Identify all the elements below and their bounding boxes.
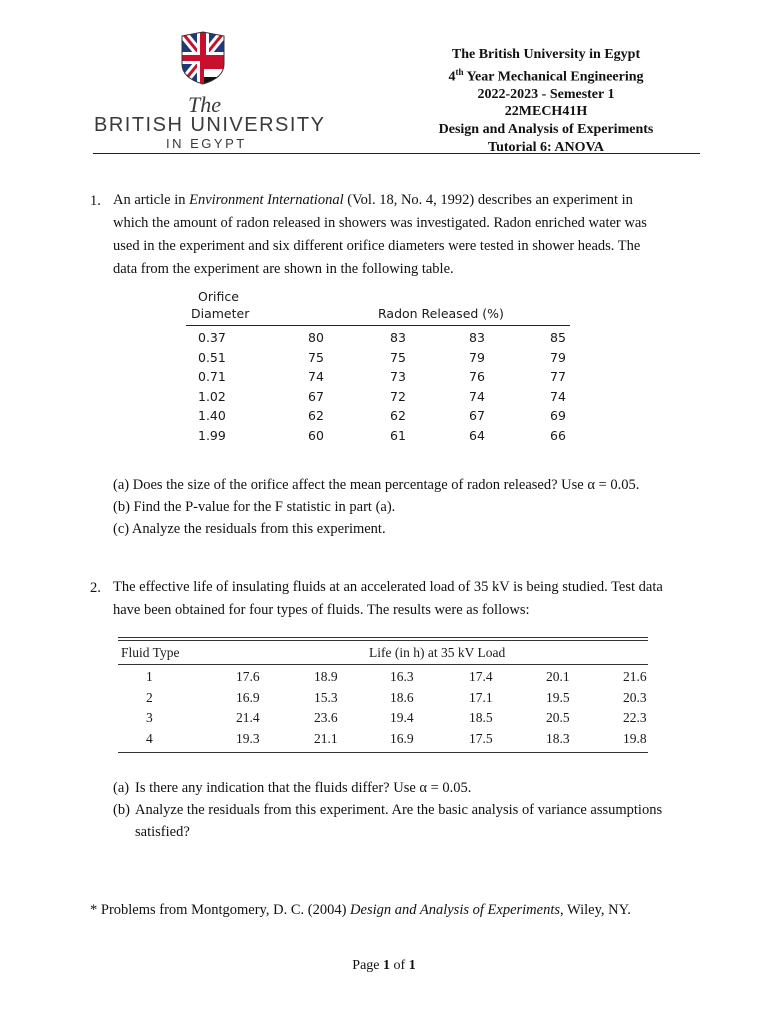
year-program: 4th Year Mechanical Engineering — [448, 66, 644, 85]
table-rule — [118, 640, 648, 641]
radon-value-cell: 75 — [390, 349, 406, 365]
life-value-cell: 19.8 — [623, 730, 647, 746]
radon-value-cell: 73 — [390, 369, 406, 385]
radon-value-cell: 74 — [550, 388, 566, 404]
radon-value-cell: 62 — [308, 408, 324, 424]
radon-value-cell: 74 — [308, 369, 324, 385]
question-2-part-b-label: (b) — [113, 802, 130, 818]
life-value-cell: 20.3 — [623, 689, 647, 705]
life-value-cell: 20.5 — [546, 710, 570, 725]
radon-value-cell: 83 — [469, 330, 485, 345]
table-rule — [118, 664, 648, 665]
radon-value-cell: 67 — [469, 408, 485, 424]
radon-value-cell: 61 — [390, 428, 406, 443]
question-1-part-b: (b) Find the P-value for the F statistic in part (a). — [113, 499, 396, 515]
question-1-text: An article in Environment International (Vol. 18, No. 4, 1992) describes an experiment in which the amount of radon released in showers was investigated. Radon enriched water was used in the experiment and six different orifice diameters were tested in shower heads. The data from the experiment are shown in the following table. — [113, 192, 647, 277]
radon-value-cell: 85 — [550, 330, 566, 345]
radon-value-cell: 79 — [469, 349, 485, 365]
life-value-cell: 15.3 — [314, 689, 338, 705]
life-value-cell: 17.1 — [469, 689, 493, 705]
orifice-diameter-cell: 1.99 — [198, 428, 226, 443]
life-value-cell: 16.9 — [236, 689, 260, 705]
orifice-diameter-cell: 0.51 — [198, 349, 226, 365]
radon-value-cell: 74 — [469, 388, 485, 404]
radon-value-cell: 77 — [550, 369, 566, 385]
table-rule — [186, 325, 570, 326]
question-1-parts — [113, 474, 713, 540]
table-header: Radon Released (%) — [378, 306, 504, 321]
radon-value-cell: 62 — [390, 408, 406, 424]
life-value-cell: 18.5 — [469, 710, 493, 725]
life-value-cell: 21.1 — [314, 730, 338, 746]
orifice-diameter-cell: 1.02 — [198, 388, 226, 404]
life-value-cell: 21.6 — [623, 669, 647, 684]
radon-value-cell: 75 — [308, 349, 324, 365]
course-name: Design and Analysis of Experiments — [438, 122, 654, 138]
page-number: Page 1 of 1 — [352, 958, 416, 973]
table-header: Orifice — [198, 289, 239, 304]
fluid-type-cell: 2 — [146, 689, 153, 705]
question-1-part-c: (c) Analyze the residuals from this experiment. — [113, 521, 386, 537]
course-code: 22MECH41H — [504, 104, 588, 120]
tutorial-title: Tutorial 6: ANOVA — [488, 139, 604, 155]
life-value-cell: 18.6 — [390, 689, 414, 705]
life-value-cell: 17.5 — [469, 730, 493, 746]
university-logo — [94, 30, 324, 150]
union-jack-shield-icon — [180, 30, 226, 86]
radon-value-cell: 69 — [550, 408, 566, 424]
life-value-cell: 17.4 — [469, 669, 493, 684]
table-rule — [118, 752, 648, 753]
header-divider — [93, 153, 700, 154]
life-value-cell: 16.9 — [390, 730, 414, 746]
radon-value-cell: 80 — [308, 330, 324, 345]
question-2-part-a-label: (a) — [113, 780, 130, 796]
table-header: Fluid Type — [121, 645, 180, 660]
table-header: Life (in h) at 35 kV Load — [369, 645, 506, 660]
term: 2022-2023 - Semester 1 — [477, 86, 615, 102]
fluid-type-cell: 1 — [146, 669, 153, 684]
radon-value-cell: 66 — [550, 428, 566, 443]
table-rule — [118, 637, 648, 638]
radon-value-cell: 67 — [308, 388, 324, 404]
radon-value-cell: 72 — [390, 388, 406, 404]
life-value-cell: 21.4 — [236, 710, 260, 725]
fluid-type-cell: 3 — [146, 710, 153, 725]
radon-value-cell: 79 — [550, 349, 566, 365]
radon-value-cell: 64 — [469, 428, 485, 443]
fluid-type-cell: 4 — [146, 730, 153, 746]
question-2-number: 2. — [90, 580, 101, 596]
question-2-text: The effective life of insulating fluids at an accelerated load of 35 kV is being studied. Test data have been obtained for four types of fluids. The results were as follows: — [113, 579, 663, 618]
question-2-part-b: Analyze the residuals from this experiment. Are the basic analysis of variance assumptions satisfied? — [135, 802, 663, 840]
logo-main: BRITISH UNIVERSITY — [94, 114, 326, 136]
reference-footnote: * Problems from Montgomery, D. C. (2004) Design and Analysis of Experiments, Wiley, NY. — [90, 902, 631, 918]
life-value-cell: 23.6 — [314, 710, 338, 725]
question-1-number: 1. — [90, 193, 101, 209]
life-value-cell: 20.1 — [546, 669, 570, 684]
question-2-part-a: Is there any indication that the fluids differ? Use α = 0.05. — [135, 780, 472, 796]
life-value-cell: 22.3 — [623, 710, 647, 725]
life-value-cell: 19.4 — [390, 710, 414, 725]
university-name: The British University in Egypt — [451, 47, 641, 62]
logo-the: The — [188, 92, 221, 117]
radon-value-cell: 83 — [390, 330, 406, 345]
life-value-cell: 19.3 — [236, 730, 260, 746]
life-value-cell: 18.3 — [546, 730, 570, 746]
orifice-diameter-cell: 0.71 — [198, 369, 226, 385]
table-header: Diameter — [191, 306, 250, 321]
orifice-diameter-cell: 1.40 — [198, 408, 226, 424]
document-header — [404, 46, 688, 156]
life-value-cell: 16.3 — [390, 669, 414, 684]
radon-value-cell: 76 — [469, 369, 485, 385]
life-value-cell: 19.5 — [546, 689, 570, 705]
life-value-cell: 17.6 — [236, 669, 260, 684]
logo-sub: IN EGYPT — [166, 136, 247, 151]
life-value-cell: 18.9 — [314, 669, 338, 684]
radon-value-cell: 60 — [308, 428, 324, 443]
orifice-diameter-cell: 0.37 — [198, 330, 226, 345]
question-1-part-a: (a) Does the size of the orifice affect the mean percentage of radon released? Use α = 0.05. — [113, 477, 640, 493]
